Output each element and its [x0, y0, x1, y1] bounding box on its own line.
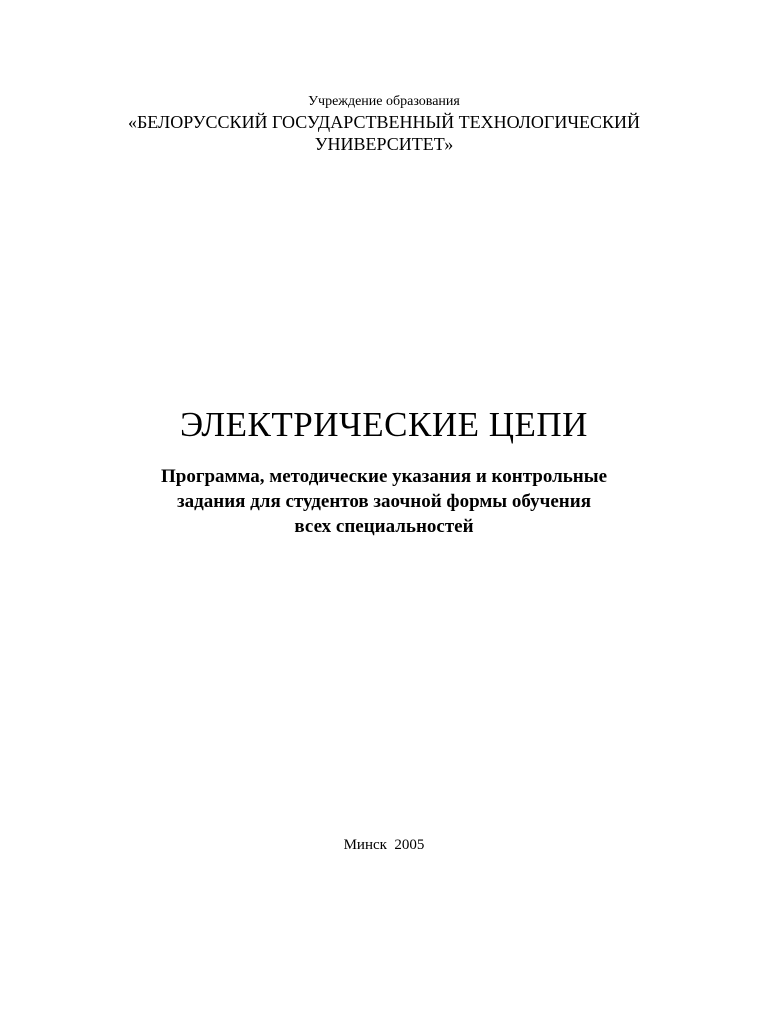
subtitle-line-2: задания для студентов заочной формы обучения — [177, 491, 591, 512]
document-title: ЭЛЕКТРИЧЕСКИЕ ЦЕПИ — [180, 405, 588, 444]
subtitle-line-1: Программа, методические указания и контрольные — [160, 466, 608, 487]
institution-type: Учреждение образования — [308, 94, 460, 109]
place-and-year: Минск 2005 — [343, 837, 425, 853]
university-name-line-1: «БЕЛОРУССКИЙ ГОСУДАРСТВЕННЫЙ ТЕХНОЛОГИЧЕСКИЙ — [127, 112, 641, 132]
institution-header — [0, 94, 768, 155]
university-name-line-2: УНИВЕРСИТЕТ» — [314, 134, 454, 154]
subtitle-line-3: всех специальностей — [294, 516, 474, 537]
document-subtitle — [0, 464, 768, 539]
